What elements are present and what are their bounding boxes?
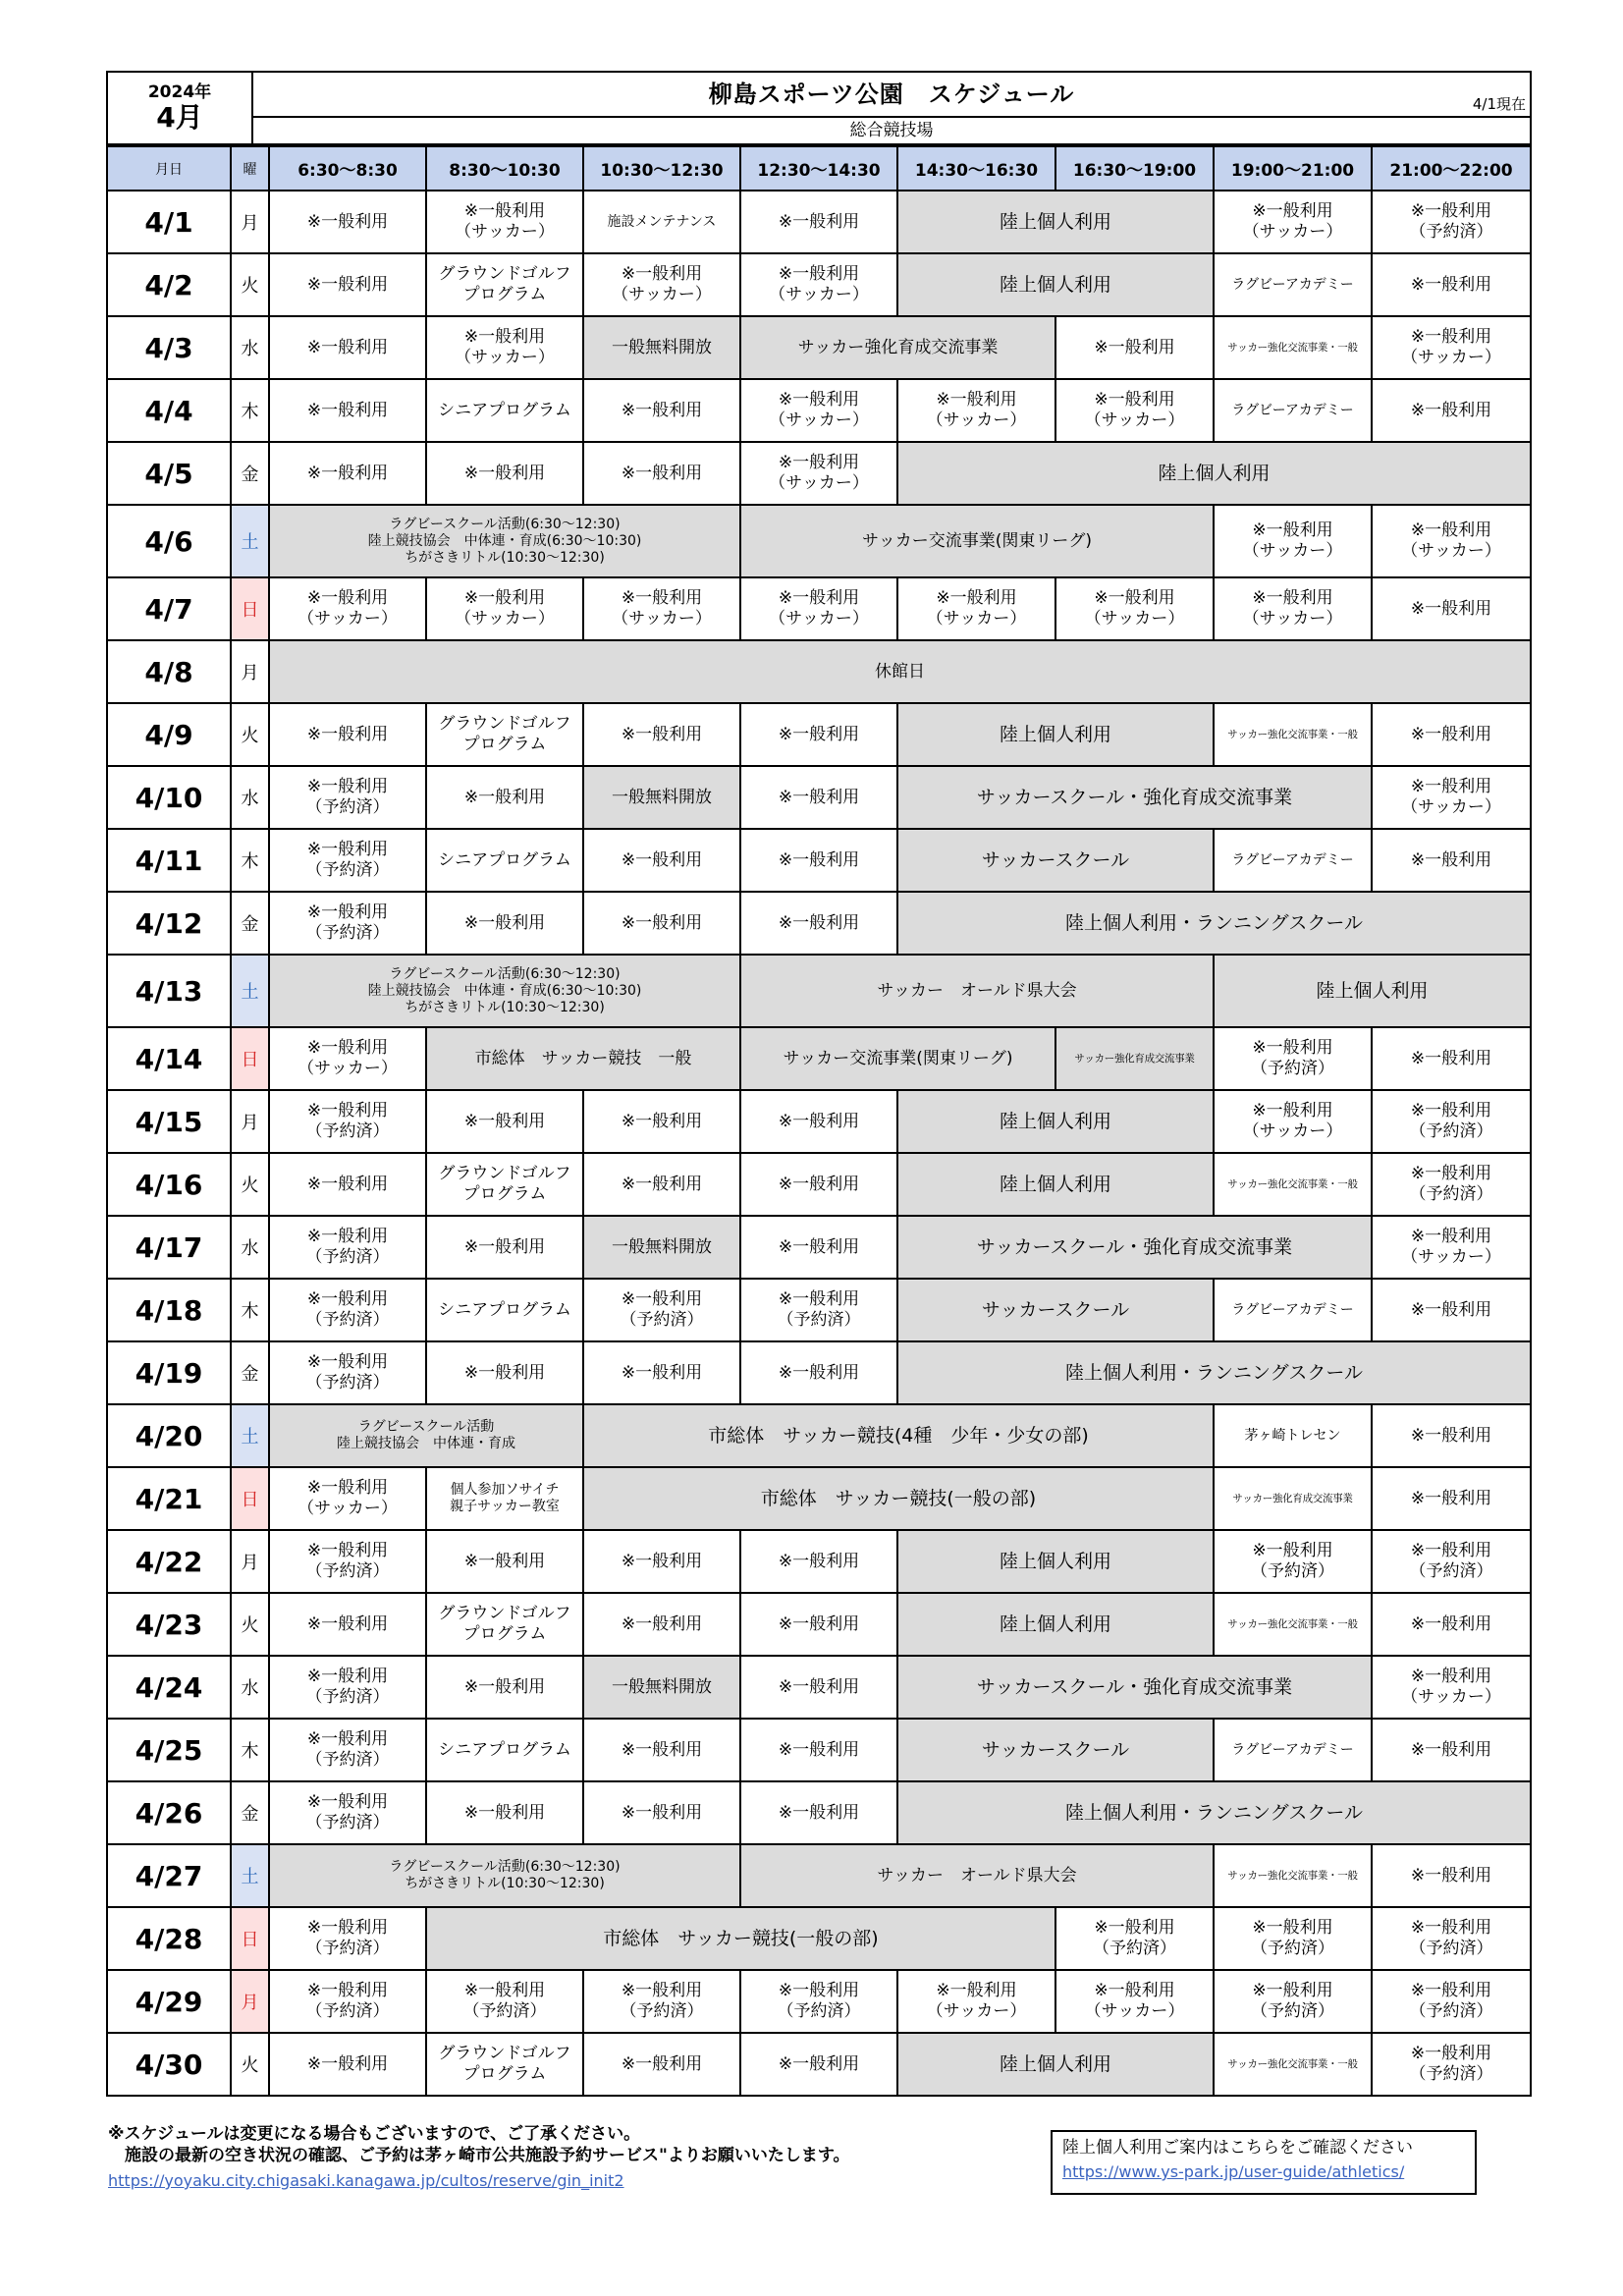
slot-cell: ※一般利用 （予約済） <box>269 1341 426 1404</box>
event-block: サッカー オールド県大会 <box>740 1844 1214 1907</box>
slot-cell: ※一般利用 <box>740 1090 897 1153</box>
event-block: サッカー オールド県大会 <box>740 955 1214 1027</box>
date-cell: 4/7 <box>107 577 231 640</box>
slot-cell: シニアプログラム <box>426 379 583 442</box>
slot-cell: ※一般利用 <box>740 2033 897 2096</box>
slot-cell: ※一般利用 <box>740 1656 897 1719</box>
date-cell: 4/27 <box>107 1844 231 1907</box>
month-label: 4月 <box>156 101 203 134</box>
slot-cell: ※一般利用 <box>426 1216 583 1279</box>
weekday-cell: 火 <box>231 1593 269 1656</box>
schedule-row <box>107 955 1531 1027</box>
event-block: サッカー交流事業(関東リーグ) <box>740 1027 1055 1090</box>
footer-notes <box>108 2123 1011 2192</box>
schedule-row <box>107 1090 1531 1153</box>
slot-cell: ※一般利用 （サッカー） <box>269 577 426 640</box>
date-cell: 4/16 <box>107 1153 231 1216</box>
slot-cell: ※一般利用 <box>426 1341 583 1404</box>
slot-cell: ※一般利用 <box>583 2033 740 2096</box>
event-block: ラグビースクール活動(6:30～12:30) 陸上競技協会 中体連・育成(6:30～10:30) ちがさきリトル(10:30～12:30) <box>269 505 740 577</box>
slot-cell: ※一般利用 <box>1372 1593 1531 1656</box>
slot-cell: ※一般利用 （サッカー） <box>1372 766 1531 829</box>
schedule-row <box>107 703 1531 766</box>
title-cell <box>252 72 1531 117</box>
slot-cell: ラグビーアカデミー <box>1214 253 1372 316</box>
event-block: 一般無料開放 <box>583 316 740 379</box>
event-block: 陸上個人利用 <box>897 442 1531 505</box>
schedule-row <box>107 1467 1531 1530</box>
slot-cell: ※一般利用 <box>740 766 897 829</box>
slot-cell: ※一般利用 （予約済） <box>269 1970 426 2033</box>
slot-cell: ラグビーアカデミー <box>1214 829 1372 892</box>
event-block: サッカースクール・強化育成交流事業 <box>897 766 1372 829</box>
weekday-cell: 土 <box>231 1844 269 1907</box>
slot-cell: ※一般利用 （サッカー） <box>1055 379 1214 442</box>
slot-cell: ※一般利用 （予約済） <box>269 1279 426 1341</box>
slot-cell: ※一般利用 （サッカー） <box>740 577 897 640</box>
slot-cell: ※一般利用 （予約済） <box>269 1781 426 1844</box>
slot-cell: ※一般利用 <box>583 1341 740 1404</box>
slot-cell: ※一般利用 （サッカー） <box>1214 577 1372 640</box>
weekday-cell: 金 <box>231 1341 269 1404</box>
slot-cell: ※一般利用 <box>426 1090 583 1153</box>
slot-cell: ※一般利用 <box>583 1719 740 1781</box>
event-block: サッカー強化育成交流事業 <box>740 316 1055 379</box>
slot-cell: ※一般利用 <box>740 191 897 253</box>
slot-cell: ※一般利用 <box>583 1781 740 1844</box>
slot-cell: ※一般利用 <box>426 1530 583 1593</box>
slot-cell: ※一般利用 （予約済） <box>269 766 426 829</box>
slot-cell: ※一般利用 <box>583 892 740 955</box>
slot-cell: ※一般利用 <box>1372 1719 1531 1781</box>
slot-cell: ※一般利用 （予約済） <box>1372 1970 1531 2033</box>
schedule-row <box>107 1153 1531 1216</box>
schedule-row <box>107 577 1531 640</box>
slot-cell: サッカー強化交流事業・一般 <box>1214 1153 1372 1216</box>
slot-cell: ※一般利用 （予約済） <box>269 1907 426 1970</box>
slot-cell: ※一般利用 （予約済） <box>269 1719 426 1781</box>
schedule-row <box>107 1719 1531 1781</box>
slot-cell: ※一般利用 （予約済） <box>1372 1090 1531 1153</box>
weekday-cell: 水 <box>231 316 269 379</box>
weekday-cell: 水 <box>231 1656 269 1719</box>
athletics-info-label: 陸上個人利用ご案内はこちらをご確認ください <box>1062 2138 1413 2158</box>
slot-cell: ※一般利用 <box>1372 1844 1531 1907</box>
weekday-cell: 金 <box>231 892 269 955</box>
slot-cell: ※一般利用 <box>269 316 426 379</box>
slot-cell: ※一般利用 <box>583 1593 740 1656</box>
weekday-cell: 金 <box>231 1781 269 1844</box>
date-cell: 4/13 <box>107 955 231 1027</box>
slot-cell: ※一般利用 （予約済） <box>269 892 426 955</box>
event-block: 陸上個人利用 <box>1214 955 1531 1027</box>
slot-cell: グラウンドゴルフ プログラム <box>426 2033 583 2096</box>
slot-cell: ※一般利用 （予約済） <box>1372 1907 1531 1970</box>
slot-cell: ※一般利用 <box>583 379 740 442</box>
schedule-sheet <box>106 71 1530 2097</box>
weekday-cell: 日 <box>231 1907 269 1970</box>
schedule-row <box>107 1907 1531 1970</box>
slot-cell: ※一般利用 <box>1372 253 1531 316</box>
event-block: 陸上個人利用・ランニングスクール <box>897 1341 1531 1404</box>
date-cell: 4/19 <box>107 1341 231 1404</box>
event-block: 市総体 サッカー競技 一般 <box>426 1027 740 1090</box>
weekday-cell: 月 <box>231 191 269 253</box>
slot-cell: ※一般利用 <box>1055 316 1214 379</box>
slot-cell: ※一般利用 （予約済） <box>1372 1153 1531 1216</box>
event-block: サッカー交流事業(関東リーグ) <box>740 505 1214 577</box>
slot-cell: ※一般利用 <box>583 1090 740 1153</box>
schedule-row <box>107 505 1531 577</box>
weekday-cell: 日 <box>231 577 269 640</box>
slot-cell: 茅ヶ崎トレセン <box>1214 1404 1372 1467</box>
slot-cell: ※一般利用 <box>269 379 426 442</box>
slot-cell: シニアプログラム <box>426 829 583 892</box>
slot-cell: ※一般利用 （サッカー） <box>740 442 897 505</box>
slot-cell: ※一般利用 （サッカー） <box>740 379 897 442</box>
weekday-cell: 月 <box>231 640 269 703</box>
date-cell: 4/22 <box>107 1530 231 1593</box>
column-header-timeslot: 19:00～21:00 <box>1214 146 1372 191</box>
date-cell: 4/4 <box>107 379 231 442</box>
date-cell: 4/25 <box>107 1719 231 1781</box>
date-cell: 4/20 <box>107 1404 231 1467</box>
column-header-timeslot: 16:30～19:00 <box>1055 146 1214 191</box>
date-cell: 4/28 <box>107 1907 231 1970</box>
event-block: ラグビースクール活動(6:30～12:30) ちがさきリトル(10:30～12:30) <box>269 1844 740 1907</box>
slot-cell: 施設メンテナンス <box>583 191 740 253</box>
slot-cell: ※一般利用 <box>740 1781 897 1844</box>
schedule-row <box>107 1404 1531 1467</box>
event-block: 陸上個人利用 <box>897 1530 1214 1593</box>
event-block: 陸上個人利用 <box>897 191 1214 253</box>
date-cell: 4/3 <box>107 316 231 379</box>
slot-cell: ※一般利用 <box>740 703 897 766</box>
schedule-row <box>107 1530 1531 1593</box>
event-block: 陸上個人利用 <box>897 253 1214 316</box>
slot-cell: ※一般利用 （サッカー） <box>740 253 897 316</box>
slot-cell: ※一般利用 <box>740 1530 897 1593</box>
slot-cell: ※一般利用 （サッカー） <box>1214 191 1372 253</box>
event-block: 陸上個人利用・ランニングスクール <box>897 1781 1531 1844</box>
date-cell: 4/9 <box>107 703 231 766</box>
athletics-guide-link[interactable]: https://www.ys-park.jp/user-guide/athletics/ <box>1062 2162 1405 2181</box>
schedule-row <box>107 316 1531 379</box>
weekday-cell: 木 <box>231 379 269 442</box>
slot-cell: サッカー強化交流事業・一般 <box>1214 2033 1372 2096</box>
event-block: サッカースクール・強化育成交流事業 <box>897 1216 1372 1279</box>
column-header-weekday: 曜 <box>231 146 269 191</box>
slot-cell: ※一般利用 （予約済） <box>740 1970 897 2033</box>
athletics-info-box <box>1051 2130 1477 2195</box>
schedule-row <box>107 1279 1531 1341</box>
slot-cell: ※一般利用 （サッカー） <box>426 316 583 379</box>
slot-cell: サッカー強化交流事業・一般 <box>1214 703 1372 766</box>
venue-name: 総合競技場 <box>252 117 1531 144</box>
slot-cell: ※一般利用 <box>740 829 897 892</box>
slot-cell: ※一般利用 <box>740 1593 897 1656</box>
slot-cell: 個人参加ソサイチ 親子サッカー教室 <box>426 1467 583 1530</box>
schedule-row <box>107 379 1531 442</box>
slot-cell: ※一般利用 （サッカー） <box>1372 505 1531 577</box>
slot-cell: ※一般利用 （予約済） <box>1214 1530 1372 1593</box>
schedule-body <box>107 191 1531 2096</box>
slot-cell: ※一般利用 <box>583 442 740 505</box>
slot-cell: グラウンドゴルフ プログラム <box>426 1153 583 1216</box>
slot-cell: ※一般利用 （予約済） <box>269 829 426 892</box>
slot-cell: シニアプログラム <box>426 1279 583 1341</box>
weekday-cell: 土 <box>231 1404 269 1467</box>
slot-cell: サッカー強化交流事業・一般 <box>1214 1593 1372 1656</box>
as-of-date: 4/1現在 <box>1472 95 1526 113</box>
slot-cell: ※一般利用 <box>1372 829 1531 892</box>
slot-cell: ※一般利用 （予約済） <box>1214 1907 1372 1970</box>
slot-cell: ※一般利用 <box>269 253 426 316</box>
column-header-row <box>107 146 1531 191</box>
slot-cell: ※一般利用 （予約済） <box>740 1279 897 1341</box>
event-block: ラグビースクール活動 陸上競技協会 中体連・育成 <box>269 1404 583 1467</box>
column-header-timeslot: 12:30～14:30 <box>740 146 897 191</box>
event-block: 市総体 サッカー競技(一般の部) <box>426 1907 1055 1970</box>
column-header-timeslot: 14:30～16:30 <box>897 146 1055 191</box>
slot-cell: ※一般利用 （サッカー） <box>269 1467 426 1530</box>
schedule-row <box>107 766 1531 829</box>
event-block: 一般無料開放 <box>583 1656 740 1719</box>
weekday-cell: 火 <box>231 2033 269 2096</box>
slot-cell: ※一般利用 <box>426 892 583 955</box>
page-title: 柳島スポーツ公園 スケジュール <box>708 81 1075 108</box>
schedule-row <box>107 442 1531 505</box>
slot-cell: ※一般利用 <box>426 766 583 829</box>
date-cell: 4/23 <box>107 1593 231 1656</box>
schedule-row <box>107 1844 1531 1907</box>
slot-cell: ※一般利用 <box>740 1719 897 1781</box>
slot-cell: ※一般利用 （サッカー） <box>583 577 740 640</box>
slot-cell: グラウンドゴルフ プログラム <box>426 1593 583 1656</box>
slot-cell: ※一般利用 <box>1372 703 1531 766</box>
slot-cell: ※一般利用 <box>1372 1467 1531 1530</box>
date-cell: 4/24 <box>107 1656 231 1719</box>
event-block: サッカースクール・強化育成交流事業 <box>897 1656 1372 1719</box>
weekday-cell: 土 <box>231 955 269 1027</box>
weekday-cell: 木 <box>231 1279 269 1341</box>
schedule-row <box>107 253 1531 316</box>
slot-cell: ※一般利用 <box>1372 577 1531 640</box>
weekday-cell: 金 <box>231 442 269 505</box>
event-block: 陸上個人利用 <box>897 1153 1214 1216</box>
slot-cell: ※一般利用 <box>269 442 426 505</box>
schedule-row <box>107 1341 1531 1404</box>
weekday-cell: 木 <box>231 1719 269 1781</box>
schedule-row <box>107 1593 1531 1656</box>
weekday-cell: 土 <box>231 505 269 577</box>
weekday-cell: 水 <box>231 766 269 829</box>
slot-cell: ※一般利用 （予約済） <box>1214 1970 1372 2033</box>
date-cell: 4/2 <box>107 253 231 316</box>
slot-cell: ※一般利用 （予約済） <box>1055 1907 1214 1970</box>
event-block: 陸上個人利用 <box>897 1090 1214 1153</box>
date-cell: 4/6 <box>107 505 231 577</box>
schedule-row <box>107 191 1531 253</box>
column-header-timeslot: 21:00～22:00 <box>1372 146 1531 191</box>
date-cell: 4/11 <box>107 829 231 892</box>
event-block: サッカー強化育成交流事業 <box>1055 1027 1214 1090</box>
slot-cell: ※一般利用 <box>269 703 426 766</box>
year-label: 2024年 <box>147 82 212 102</box>
weekday-cell: 火 <box>231 253 269 316</box>
date-cell: 4/17 <box>107 1216 231 1279</box>
slot-cell: ※一般利用 （サッカー） <box>1372 1216 1531 1279</box>
slot-cell: ※一般利用 （予約済） <box>269 1530 426 1593</box>
date-cell: 4/12 <box>107 892 231 955</box>
date-cell: 4/26 <box>107 1781 231 1844</box>
event-block: サッカースクール <box>897 829 1214 892</box>
schedule-table <box>106 145 1532 2097</box>
event-block: サッカースクール <box>897 1719 1214 1781</box>
slot-cell: ラグビーアカデミー <box>1214 379 1372 442</box>
slot-cell: ※一般利用 （サッカー） <box>1214 505 1372 577</box>
date-cell: 4/29 <box>107 1970 231 2033</box>
slot-cell: ※一般利用 <box>1372 379 1531 442</box>
change-notice: ※スケジュールは変更になる場合もございますので、ご了承ください。 <box>108 2124 641 2144</box>
slot-cell: ※一般利用 （予約済） <box>1372 2033 1531 2096</box>
event-block: 一般無料開放 <box>583 1216 740 1279</box>
date-cell: 4/21 <box>107 1467 231 1530</box>
schedule-row <box>107 1781 1531 1844</box>
slot-cell: サッカー強化交流事業・一般 <box>1214 316 1372 379</box>
slot-cell: ※一般利用 <box>583 829 740 892</box>
slot-cell: ※一般利用 <box>740 1153 897 1216</box>
date-cell: 4/1 <box>107 191 231 253</box>
weekday-cell: 月 <box>231 1970 269 2033</box>
schedule-row <box>107 892 1531 955</box>
event-block: 一般無料開放 <box>583 766 740 829</box>
slot-cell: ※一般利用 （サッカー） <box>1214 1090 1372 1153</box>
slot-cell: ※一般利用 <box>583 1153 740 1216</box>
column-header-timeslot: 8:30～10:30 <box>426 146 583 191</box>
schedule-row <box>107 1656 1531 1719</box>
slot-cell: ※一般利用 （予約済） <box>269 1656 426 1719</box>
date-cell: 4/5 <box>107 442 231 505</box>
weekday-cell: 月 <box>231 1090 269 1153</box>
slot-cell: ※一般利用 （サッカー） <box>1372 1656 1531 1719</box>
date-cell: 4/8 <box>107 640 231 703</box>
slot-cell: サッカー強化交流事業・一般 <box>1214 1844 1372 1907</box>
slot-cell: サッカー強化育成交流事業 <box>1214 1467 1372 1530</box>
slot-cell: ※一般利用 <box>269 1593 426 1656</box>
event-block: ラグビースクール活動(6:30～12:30) 陸上競技協会 中体連・育成(6:30～10:30) ちがさきリトル(10:30～12:30) <box>269 955 740 1027</box>
reservation-link[interactable]: https://yoyaku.city.chigasaki.kanagawa.jp/cultos/reserve/gin_init2 <box>108 2171 624 2190</box>
date-cell: 4/10 <box>107 766 231 829</box>
slot-cell: ※一般利用 <box>1372 1404 1531 1467</box>
weekday-cell: 木 <box>231 829 269 892</box>
schedule-header <box>106 71 1532 145</box>
date-cell: 4/15 <box>107 1090 231 1153</box>
slot-cell: グラウンドゴルフ プログラム <box>426 253 583 316</box>
weekday-cell: 日 <box>231 1467 269 1530</box>
slot-cell: ※一般利用 <box>740 1216 897 1279</box>
schedule-row <box>107 2033 1531 2096</box>
slot-cell: ※一般利用 （予約済） <box>269 1090 426 1153</box>
slot-cell: ※一般利用 （サッカー） <box>1055 1970 1214 2033</box>
slot-cell: ラグビーアカデミー <box>1214 1719 1372 1781</box>
column-header-timeslot: 6:30～8:30 <box>269 146 426 191</box>
weekday-cell: 水 <box>231 1216 269 1279</box>
slot-cell: ※一般利用 （サッカー） <box>897 379 1055 442</box>
slot-cell: ※一般利用 （サッカー） <box>426 191 583 253</box>
schedule-row <box>107 640 1531 703</box>
slot-cell: ※一般利用 <box>1372 1027 1531 1090</box>
event-block: サッカースクール <box>897 1279 1214 1341</box>
slot-cell: ※一般利用 （サッカー） <box>1055 577 1214 640</box>
schedule-row <box>107 829 1531 892</box>
slot-cell: ラグビーアカデミー <box>1214 1279 1372 1341</box>
slot-cell: ※一般利用 （予約済） <box>583 1970 740 2033</box>
slot-cell: ※一般利用 （サッカー） <box>897 1970 1055 2033</box>
slot-cell: ※一般利用 <box>269 1153 426 1216</box>
slot-cell: ※一般利用 <box>269 191 426 253</box>
reservation-notice: 施設の最新の空き状況の確認、ご予約は茅ヶ崎市公共施設予約サービス"よりお願いいたします。 <box>108 2146 850 2165</box>
slot-cell: ※一般利用 <box>1372 1279 1531 1341</box>
event-block: 陸上個人利用 <box>897 2033 1214 2096</box>
date-cell: 4/18 <box>107 1279 231 1341</box>
slot-cell: グラウンドゴルフ プログラム <box>426 703 583 766</box>
slot-cell: ※一般利用 （サッカー） <box>583 253 740 316</box>
slot-cell: ※一般利用 <box>426 1781 583 1844</box>
event-block: 市総体 サッカー競技(一般の部) <box>583 1467 1214 1530</box>
column-header-timeslot: 10:30～12:30 <box>583 146 740 191</box>
slot-cell: ※一般利用 <box>583 703 740 766</box>
date-cell: 4/14 <box>107 1027 231 1090</box>
slot-cell: ※一般利用 （予約済） <box>583 1279 740 1341</box>
slot-cell: ※一般利用 <box>740 892 897 955</box>
slot-cell: ※一般利用 <box>426 442 583 505</box>
event-block: 陸上個人利用・ランニングスクール <box>897 892 1531 955</box>
column-header-date: 月日 <box>107 146 231 191</box>
date-cell: 4/30 <box>107 2033 231 2096</box>
slot-cell: ※一般利用 （予約済） <box>1372 1530 1531 1593</box>
event-block: 市総体 サッカー競技(4種 少年・少女の部) <box>583 1404 1214 1467</box>
slot-cell: ※一般利用 <box>426 1656 583 1719</box>
weekday-cell: 火 <box>231 703 269 766</box>
schedule-row <box>107 1216 1531 1279</box>
slot-cell: ※一般利用 （予約済） <box>1214 1027 1372 1090</box>
slot-cell: ※一般利用 （予約済） <box>1372 191 1531 253</box>
schedule-row <box>107 1970 1531 2033</box>
slot-cell: ※一般利用 <box>269 2033 426 2096</box>
year-month-cell <box>107 72 252 144</box>
event-block: 陸上個人利用 <box>897 1593 1214 1656</box>
event-block: 休館日 <box>269 640 1531 703</box>
slot-cell: シニアプログラム <box>426 1719 583 1781</box>
slot-cell: ※一般利用 （サッカー） <box>426 577 583 640</box>
slot-cell: ※一般利用 （予約済） <box>269 1216 426 1279</box>
slot-cell: ※一般利用 <box>583 1530 740 1593</box>
schedule-row <box>107 1027 1531 1090</box>
slot-cell: ※一般利用 （サッカー） <box>269 1027 426 1090</box>
slot-cell: ※一般利用 （サッカー） <box>897 577 1055 640</box>
event-block: 陸上個人利用 <box>897 703 1214 766</box>
slot-cell: ※一般利用 <box>740 1341 897 1404</box>
slot-cell: ※一般利用 （サッカー） <box>1372 316 1531 379</box>
slot-cell: ※一般利用 （予約済） <box>426 1970 583 2033</box>
weekday-cell: 月 <box>231 1530 269 1593</box>
weekday-cell: 火 <box>231 1153 269 1216</box>
weekday-cell: 日 <box>231 1027 269 1090</box>
